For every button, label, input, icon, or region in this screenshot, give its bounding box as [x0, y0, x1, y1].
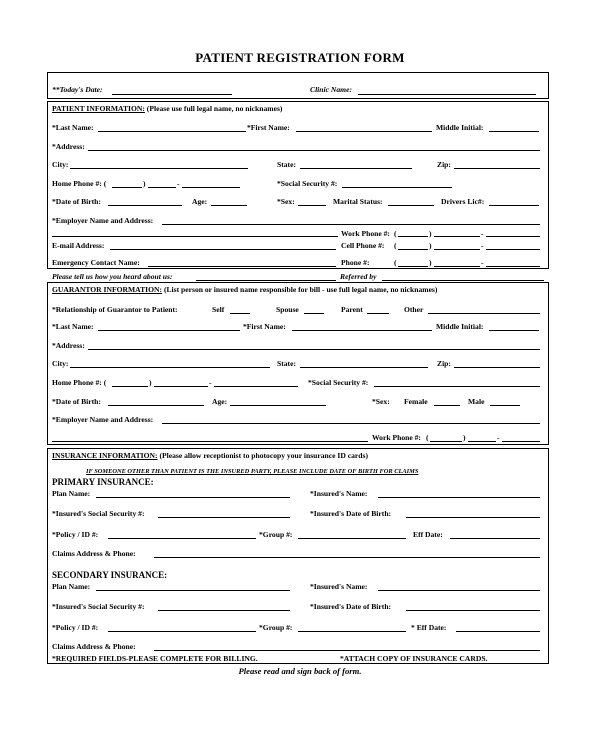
- patient-home-label: Home Phone #: (: [52, 179, 107, 188]
- guarantor-age-label: Age:: [212, 397, 228, 406]
- patient-marital-field[interactable]: [388, 205, 434, 206]
- secondary-insurance-heading: SECONDARY INSURANCE:: [52, 570, 168, 580]
- guarantor-work-area-field[interactable]: [430, 441, 462, 442]
- patient-home-line-field[interactable]: [182, 187, 240, 188]
- patient-address-label: *Address:: [52, 142, 85, 151]
- patient-dl-field[interactable]: [489, 205, 539, 206]
- guarantor-parent-label: Parent: [341, 305, 363, 314]
- referred-by-field[interactable]: [382, 280, 544, 281]
- primary-insured-dob-label: *Insured's Date of Birth:: [310, 509, 392, 518]
- patient-state-label: State:: [277, 160, 296, 169]
- patient-zip-field[interactable]: [454, 168, 540, 169]
- primary-eff-label: Eff Date:: [413, 530, 443, 539]
- patient-emergency-label: Emergency Contact Name:: [52, 258, 140, 267]
- secondary-insured-ssn-label: *Insured's Social Security #:: [52, 602, 145, 611]
- primary-insured-name-field[interactable]: [378, 497, 540, 498]
- patient-work-line-field[interactable]: [486, 236, 540, 237]
- guarantor-employer-label: *Employer Name and Address:: [52, 415, 154, 424]
- secondary-group-field[interactable]: [298, 631, 406, 632]
- guarantor-work-line-field[interactable]: [502, 441, 540, 442]
- patient-emergency-line-field[interactable]: [486, 266, 540, 267]
- guarantor-spouse-field[interactable]: [304, 313, 324, 314]
- guarantor-sex-label: *Sex:: [372, 397, 390, 406]
- patient-zip-label: Zip:: [437, 160, 451, 169]
- patient-sex-field[interactable]: [298, 205, 326, 206]
- insurance-header: INSURANCE INFORMATION: (Please allow receptionist to photocopy your insurance ID cards): [52, 451, 368, 460]
- patient-home-prefix-field[interactable]: [148, 187, 176, 188]
- patient-sex-label: *Sex:: [277, 197, 295, 206]
- secondary-insured-dob-label: *Insured's Date of Birth:: [310, 602, 392, 611]
- guarantor-work-dash: -: [497, 433, 500, 442]
- guarantor-work-label: Work Phone #:: [372, 433, 421, 442]
- secondary-policy-label: *Policy / ID #:: [52, 623, 99, 632]
- secondary-insured-name-field[interactable]: [378, 590, 540, 591]
- guarantor-work-paren-open: (: [426, 433, 429, 442]
- patient-cell-paren-open: (: [394, 241, 397, 250]
- secondary-insured-ssn-field[interactable]: [158, 610, 290, 611]
- patient-employer-field-2[interactable]: [52, 236, 338, 237]
- patient-cell-prefix-field[interactable]: [434, 249, 480, 250]
- secondary-insured-name-label: *Insured's Name:: [310, 582, 368, 591]
- patient-emergency-phone-label: Phone #:: [341, 258, 370, 267]
- guarantor-address-label: *Address:: [52, 341, 85, 350]
- heard-about-field[interactable]: [196, 280, 336, 281]
- guarantor-home-line-field[interactable]: [214, 386, 298, 387]
- guarantor-employer-field-2[interactable]: [52, 441, 368, 442]
- primary-group-field[interactable]: [298, 538, 406, 539]
- patient-emergency-paren-open: (: [394, 258, 397, 267]
- patient-home-paren-close: ): [143, 179, 146, 188]
- patient-mi-field[interactable]: [489, 131, 539, 132]
- secondary-claims-field[interactable]: [154, 650, 540, 651]
- guarantor-city-label: City:: [52, 359, 69, 368]
- patient-emergency-dash: -: [481, 258, 484, 267]
- primary-policy-field[interactable]: [108, 538, 256, 539]
- patient-cell-label: Cell Phone #:: [341, 241, 385, 250]
- patient-email-label: E-mail Address:: [52, 241, 105, 250]
- guarantor-relationship-label: *Relationship of Guarantor to Patient:: [52, 305, 178, 314]
- primary-group-label: *Group #:: [259, 530, 293, 539]
- primary-claims-label: Claims Address & Phone:: [52, 549, 136, 558]
- patient-work-dash: -: [481, 229, 484, 238]
- patient-home-area-field[interactable]: [112, 187, 142, 188]
- primary-insured-ssn-label: *Insured's Social Security #:: [52, 509, 145, 518]
- guarantor-zip-label: Zip:: [437, 359, 451, 368]
- secondary-plan-label: Plan Name:: [52, 582, 91, 591]
- guarantor-dob-label: *Date of Birth:: [52, 397, 101, 406]
- insured-party-note: IF SOMEONE OTHER THAN PATIENT IS THE INSURED PARTY, PLEASE INCLUDE DATE OF BIRTH FOR CLAIMS: [86, 468, 419, 475]
- secondary-plan-field[interactable]: [96, 590, 290, 591]
- patient-last-field[interactable]: [98, 131, 246, 132]
- guarantor-mi-field[interactable]: [489, 330, 539, 331]
- patient-employer-label: *Employer Name and Address:: [52, 216, 154, 225]
- guarantor-dob-field[interactable]: [108, 405, 204, 406]
- patient-dob-label: *Date of Birth:: [52, 197, 101, 206]
- primary-plan-field[interactable]: [96, 497, 290, 498]
- patient-emergency-paren-close: ): [429, 258, 432, 267]
- guarantor-female-label: Female: [404, 397, 428, 406]
- patient-emergency-area-field[interactable]: [398, 266, 428, 267]
- secondary-eff-label: * Eff Date:: [411, 623, 447, 632]
- guarantor-mi-label: Middle Initial:: [436, 322, 484, 331]
- guarantor-female-field[interactable]: [434, 405, 460, 406]
- guarantor-parent-field[interactable]: [367, 313, 389, 314]
- patient-emergency-prefix-field[interactable]: [434, 266, 480, 267]
- form-footer: Please read and sign back of form.: [238, 666, 362, 676]
- patient-work-label: Work Phone #:: [341, 229, 390, 238]
- guarantor-last-label: *Last Name:: [52, 322, 94, 331]
- patient-home-dash: -: [177, 179, 180, 188]
- patient-address-field[interactable]: [88, 150, 540, 151]
- patient-work-prefix-field[interactable]: [434, 236, 480, 237]
- primary-insurance-heading: PRIMARY INSURANCE:: [52, 477, 154, 487]
- patient-marital-label: Marital Status:: [333, 197, 383, 206]
- clinic-name-label: Clinic Name:: [310, 85, 352, 94]
- patient-work-area-field[interactable]: [398, 236, 428, 237]
- guarantor-other-field[interactable]: [428, 313, 540, 314]
- patient-last-label: *Last Name:: [52, 123, 94, 132]
- guarantor-work-paren-close: ): [463, 433, 466, 442]
- secondary-claims-label: Claims Address & Phone:: [52, 642, 136, 651]
- guarantor-ssn-field[interactable]: [374, 386, 540, 387]
- primary-plan-label: Plan Name:: [52, 489, 91, 498]
- patient-cell-area-field[interactable]: [398, 249, 428, 250]
- patient-age-label: Age:: [192, 197, 208, 206]
- guarantor-home-prefix-field[interactable]: [154, 386, 208, 387]
- form-title: PATIENT REGISTRATION FORM: [195, 50, 405, 65]
- guarantor-ssn-label: *Social Security #:: [308, 378, 369, 387]
- patient-first-label: *First Name:: [247, 123, 290, 132]
- patient-dl-label: Drivers Lic#:: [441, 197, 485, 206]
- guarantor-male-field[interactable]: [490, 405, 520, 406]
- primary-policy-label: *Policy / ID #:: [52, 530, 99, 539]
- guarantor-age-field[interactable]: [230, 405, 326, 406]
- patient-cell-dash: -: [481, 241, 484, 250]
- patient-age-field[interactable]: [211, 205, 247, 206]
- patient-mi-label: Middle Initial:: [436, 123, 484, 132]
- primary-insured-dob-field[interactable]: [406, 517, 540, 518]
- patient-cell-paren-close: ): [429, 241, 432, 250]
- required-fields-note: *REQUIRED FIELDS-PLEASE COMPLETE FOR BILLING.: [52, 654, 258, 663]
- secondary-policy-field[interactable]: [108, 631, 256, 632]
- guarantor-address-field[interactable]: [88, 349, 540, 350]
- primary-insured-name-label: *Insured's Name:: [310, 489, 368, 498]
- guarantor-work-prefix-field[interactable]: [468, 441, 496, 442]
- guarantor-header: GUARANTOR INFORMATION: (List person or insured name responsible for bill - use full legal name, no nicknames): [52, 285, 438, 294]
- patient-email-field[interactable]: [110, 249, 336, 250]
- patient-employer-field[interactable]: [162, 224, 540, 225]
- primary-insured-ssn-field[interactable]: [158, 517, 290, 518]
- todays-date-label: **Today's Date:: [52, 85, 103, 94]
- todays-date-field[interactable]: [112, 94, 232, 95]
- patient-state-field[interactable]: [300, 168, 412, 169]
- guarantor-first-field[interactable]: [292, 330, 432, 331]
- clinic-name-field[interactable]: [358, 94, 536, 95]
- guarantor-last-field[interactable]: [98, 330, 240, 331]
- secondary-eff-field[interactable]: [456, 631, 540, 632]
- patient-ssn-label: *Social Security #:: [277, 179, 338, 188]
- guarantor-zip-field[interactable]: [454, 367, 540, 368]
- patient-first-field[interactable]: [296, 131, 432, 132]
- guarantor-home-label: Home Phone #: (: [52, 378, 107, 387]
- heard-about-label: Please tell us how you heard about us:: [52, 272, 173, 281]
- guarantor-spouse-label: Spouse: [276, 305, 299, 314]
- guarantor-self-field[interactable]: [230, 313, 250, 314]
- attach-cards-note: *ATTACH COPY OF INSURANCE CARDS.: [340, 654, 488, 663]
- guarantor-employer-field[interactable]: [162, 423, 540, 424]
- guarantor-city-field[interactable]: [70, 367, 270, 368]
- guarantor-home-area-field[interactable]: [112, 386, 148, 387]
- patient-dob-field[interactable]: [108, 205, 182, 206]
- guarantor-male-label: Male: [468, 397, 485, 406]
- primary-claims-field[interactable]: [154, 557, 540, 558]
- patient-emergency-field[interactable]: [148, 266, 336, 267]
- secondary-group-label: *Group #:: [259, 623, 293, 632]
- patient-header: PATIENT INFORMATION: (Please use full legal name, no nicknames): [52, 104, 283, 113]
- guarantor-other-label: Other: [404, 305, 424, 314]
- patient-cell-line-field[interactable]: [486, 249, 540, 250]
- primary-eff-field[interactable]: [450, 538, 540, 539]
- guarantor-home-paren-close: ): [149, 378, 152, 387]
- patient-city-field[interactable]: [70, 168, 248, 169]
- patient-work-paren-open: (: [394, 229, 397, 238]
- guarantor-state-label: State:: [277, 359, 296, 368]
- patient-ssn-field[interactable]: [342, 187, 452, 188]
- guarantor-home-dash: -: [209, 378, 212, 387]
- guarantor-state-field[interactable]: [300, 367, 428, 368]
- patient-city-label: City:: [52, 160, 69, 169]
- guarantor-self-label: Self: [212, 305, 225, 314]
- patient-work-paren-close: ): [429, 229, 432, 238]
- secondary-insured-dob-field[interactable]: [406, 610, 540, 611]
- referred-by-label: Referred by: [340, 272, 377, 281]
- guarantor-first-label: *First Name:: [243, 322, 286, 331]
